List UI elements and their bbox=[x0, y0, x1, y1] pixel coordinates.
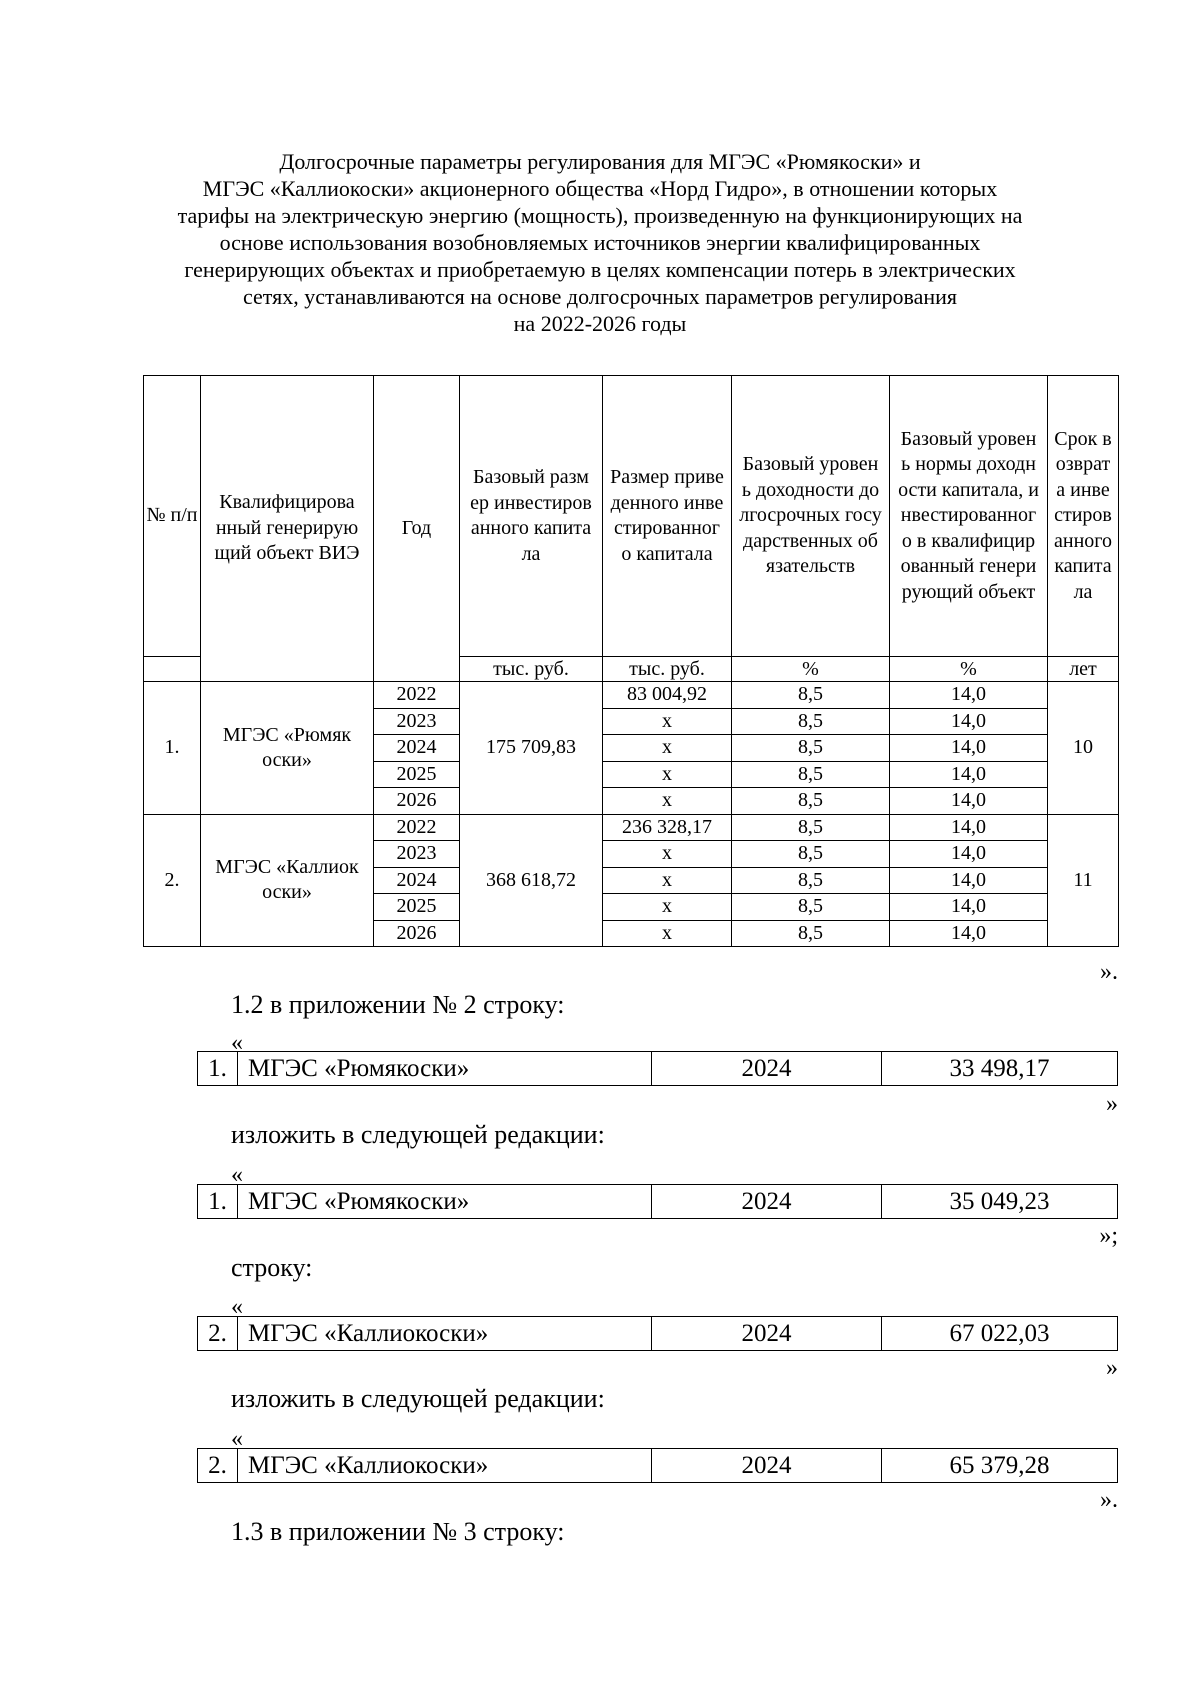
header-base-norm: Базовый уровень нормы доходности капитала, инвестированного в квалифицированный генерирующий объект bbox=[890, 376, 1048, 657]
cell-year: 2026 bbox=[374, 920, 460, 947]
header-object: Квалифицированный генерирующий объект ВИЭ bbox=[201, 376, 374, 682]
row-num: 1. bbox=[198, 1052, 238, 1086]
units-empty bbox=[144, 657, 201, 682]
group-return-term: 11 bbox=[1048, 814, 1119, 947]
header-base-capital: Базовый размер инвестированного капитала bbox=[460, 376, 603, 657]
cell-year: 2023 bbox=[374, 708, 460, 735]
cell-reduced: х bbox=[603, 894, 732, 921]
cell-year: 2026 bbox=[374, 788, 460, 815]
header-year: Год bbox=[374, 376, 460, 682]
row-year: 2024 bbox=[652, 1317, 882, 1351]
cell-norm: 14,0 bbox=[890, 841, 1048, 868]
cell-norm: 14,0 bbox=[890, 735, 1048, 762]
document-title bbox=[150, 148, 1050, 337]
replace-text: изложить в следующей редакции: bbox=[231, 1120, 605, 1149]
table-closing-quote: ». bbox=[1100, 959, 1118, 985]
title-line: МГЭС «Каллиокоски» акционерного общества «Норд Гидро», в отношении которых bbox=[202, 176, 998, 201]
group-num: 2. bbox=[144, 814, 201, 947]
row-num: 2. bbox=[198, 1317, 238, 1351]
header-return-term: Срок возврата инвестированного капитала bbox=[1048, 376, 1119, 657]
cell-norm: 14,0 bbox=[890, 814, 1048, 841]
cell-reduced: х bbox=[603, 708, 732, 735]
amend-row-new-2 bbox=[197, 1448, 1118, 1483]
cell-yield: 8,5 bbox=[732, 682, 890, 709]
cell-reduced: 236 328,17 bbox=[603, 814, 732, 841]
cell-reduced: х bbox=[603, 867, 732, 894]
row-name: МГЭС «Рюмякоски» bbox=[238, 1052, 652, 1086]
cell-yield: 8,5 bbox=[732, 708, 890, 735]
header-base-yield: Базовый уровень доходности долгосрочных государственных обязательств bbox=[732, 376, 890, 657]
unit-base-yield: % bbox=[732, 657, 890, 682]
cell-reduced: 83 004,92 bbox=[603, 682, 732, 709]
table-row bbox=[144, 682, 1119, 709]
unit-return-term: лет bbox=[1048, 657, 1119, 682]
row-value: 65 379,28 bbox=[882, 1449, 1118, 1483]
close-quote: ». bbox=[1100, 1487, 1118, 1513]
parameters-table bbox=[143, 375, 1119, 947]
row-name: МГЭС «Каллиокоски» bbox=[238, 1317, 652, 1351]
row-year: 2024 bbox=[652, 1052, 882, 1086]
unit-base-capital: тыс. руб. bbox=[460, 657, 603, 682]
title-line: тарифы на электрическую энергию (мощность), произведенную на функционирующих на bbox=[177, 203, 1023, 228]
header-reduced-capital: Размер приведенного инвестированного капитала bbox=[603, 376, 732, 657]
row-year: 2024 bbox=[652, 1185, 882, 1219]
cell-yield: 8,5 bbox=[732, 761, 890, 788]
cell-reduced: х bbox=[603, 788, 732, 815]
title-line: сетях, устанавливаются на основе долгосрочных параметров регулирования bbox=[242, 284, 958, 309]
row-num: 2. bbox=[198, 1449, 238, 1483]
cell-norm: 14,0 bbox=[890, 788, 1048, 815]
amend-row-old-1 bbox=[197, 1051, 1118, 1086]
cell-reduced: х bbox=[603, 920, 732, 947]
cell-norm: 14,0 bbox=[890, 894, 1048, 921]
open-quote: « bbox=[231, 1426, 243, 1452]
cell-norm: 14,0 bbox=[890, 920, 1048, 947]
row-value: 35 049,23 bbox=[882, 1185, 1118, 1219]
cell-year: 2023 bbox=[374, 841, 460, 868]
group-base-capital: 175 709,83 bbox=[460, 682, 603, 815]
cell-norm: 14,0 bbox=[890, 761, 1048, 788]
group-return-term: 10 bbox=[1048, 682, 1119, 815]
cell-year: 2024 bbox=[374, 735, 460, 762]
group-object: МГЭС «Каллиокоски» bbox=[201, 814, 374, 947]
cell-norm: 14,0 bbox=[890, 682, 1048, 709]
table-row bbox=[144, 814, 1119, 841]
cell-year: 2022 bbox=[374, 814, 460, 841]
row-year: 2024 bbox=[652, 1449, 882, 1483]
section-1-2-intro: 1.2 в приложении № 2 строку: bbox=[231, 990, 565, 1019]
amend-row-old-2 bbox=[197, 1316, 1118, 1351]
cell-year: 2025 bbox=[374, 894, 460, 921]
group-object: МГЭС «Рюмякоски» bbox=[201, 682, 374, 815]
row-value: 33 498,17 bbox=[882, 1052, 1118, 1086]
cell-reduced: х bbox=[603, 735, 732, 762]
group-base-capital: 368 618,72 bbox=[460, 814, 603, 947]
cell-yield: 8,5 bbox=[732, 894, 890, 921]
cell-norm: 14,0 bbox=[890, 708, 1048, 735]
cell-yield: 8,5 bbox=[732, 788, 890, 815]
close-quote: »; bbox=[1099, 1223, 1118, 1249]
cell-reduced: х bbox=[603, 841, 732, 868]
group-num: 1. bbox=[144, 682, 201, 815]
header-num: № п/п bbox=[144, 376, 201, 657]
open-quote: « bbox=[231, 1162, 243, 1188]
cell-year: 2025 bbox=[374, 761, 460, 788]
row-text: строку: bbox=[231, 1253, 313, 1282]
cell-yield: 8,5 bbox=[732, 814, 890, 841]
row-name: МГЭС «Каллиокоски» bbox=[238, 1449, 652, 1483]
cell-year: 2022 bbox=[374, 682, 460, 709]
replace-text: изложить в следующей редакции: bbox=[231, 1384, 605, 1413]
section-1-3-intro: 1.3 в приложении № 3 строку: bbox=[231, 1517, 565, 1546]
cell-yield: 8,5 bbox=[732, 735, 890, 762]
cell-reduced: х bbox=[603, 761, 732, 788]
cell-yield: 8,5 bbox=[732, 867, 890, 894]
header-row bbox=[144, 376, 1119, 657]
title-line: основе использования возобновляемых источников энергии квалифицированных bbox=[219, 230, 981, 255]
row-name: МГЭС «Рюмякоски» bbox=[238, 1185, 652, 1219]
title-line: генерирующих объектах и приобретаемую в целях компенсации потерь в электрических bbox=[184, 257, 1016, 282]
close-quote: » bbox=[1106, 1355, 1118, 1381]
cell-year: 2024 bbox=[374, 867, 460, 894]
open-quote: « bbox=[231, 1030, 243, 1056]
title-line: на 2022-2026 годы bbox=[513, 311, 687, 336]
title-line: Долгосрочные параметры регулирования для МГЭС «Рюмякоски» и bbox=[279, 149, 921, 174]
row-num: 1. bbox=[198, 1185, 238, 1219]
cell-yield: 8,5 bbox=[732, 841, 890, 868]
open-quote: « bbox=[231, 1294, 243, 1320]
unit-base-norm: % bbox=[890, 657, 1048, 682]
amend-row-new-1 bbox=[197, 1184, 1118, 1219]
cell-norm: 14,0 bbox=[890, 867, 1048, 894]
unit-reduced-capital: тыс. руб. bbox=[603, 657, 732, 682]
close-quote: » bbox=[1106, 1091, 1118, 1117]
cell-yield: 8,5 bbox=[732, 920, 890, 947]
row-value: 67 022,03 bbox=[882, 1317, 1118, 1351]
